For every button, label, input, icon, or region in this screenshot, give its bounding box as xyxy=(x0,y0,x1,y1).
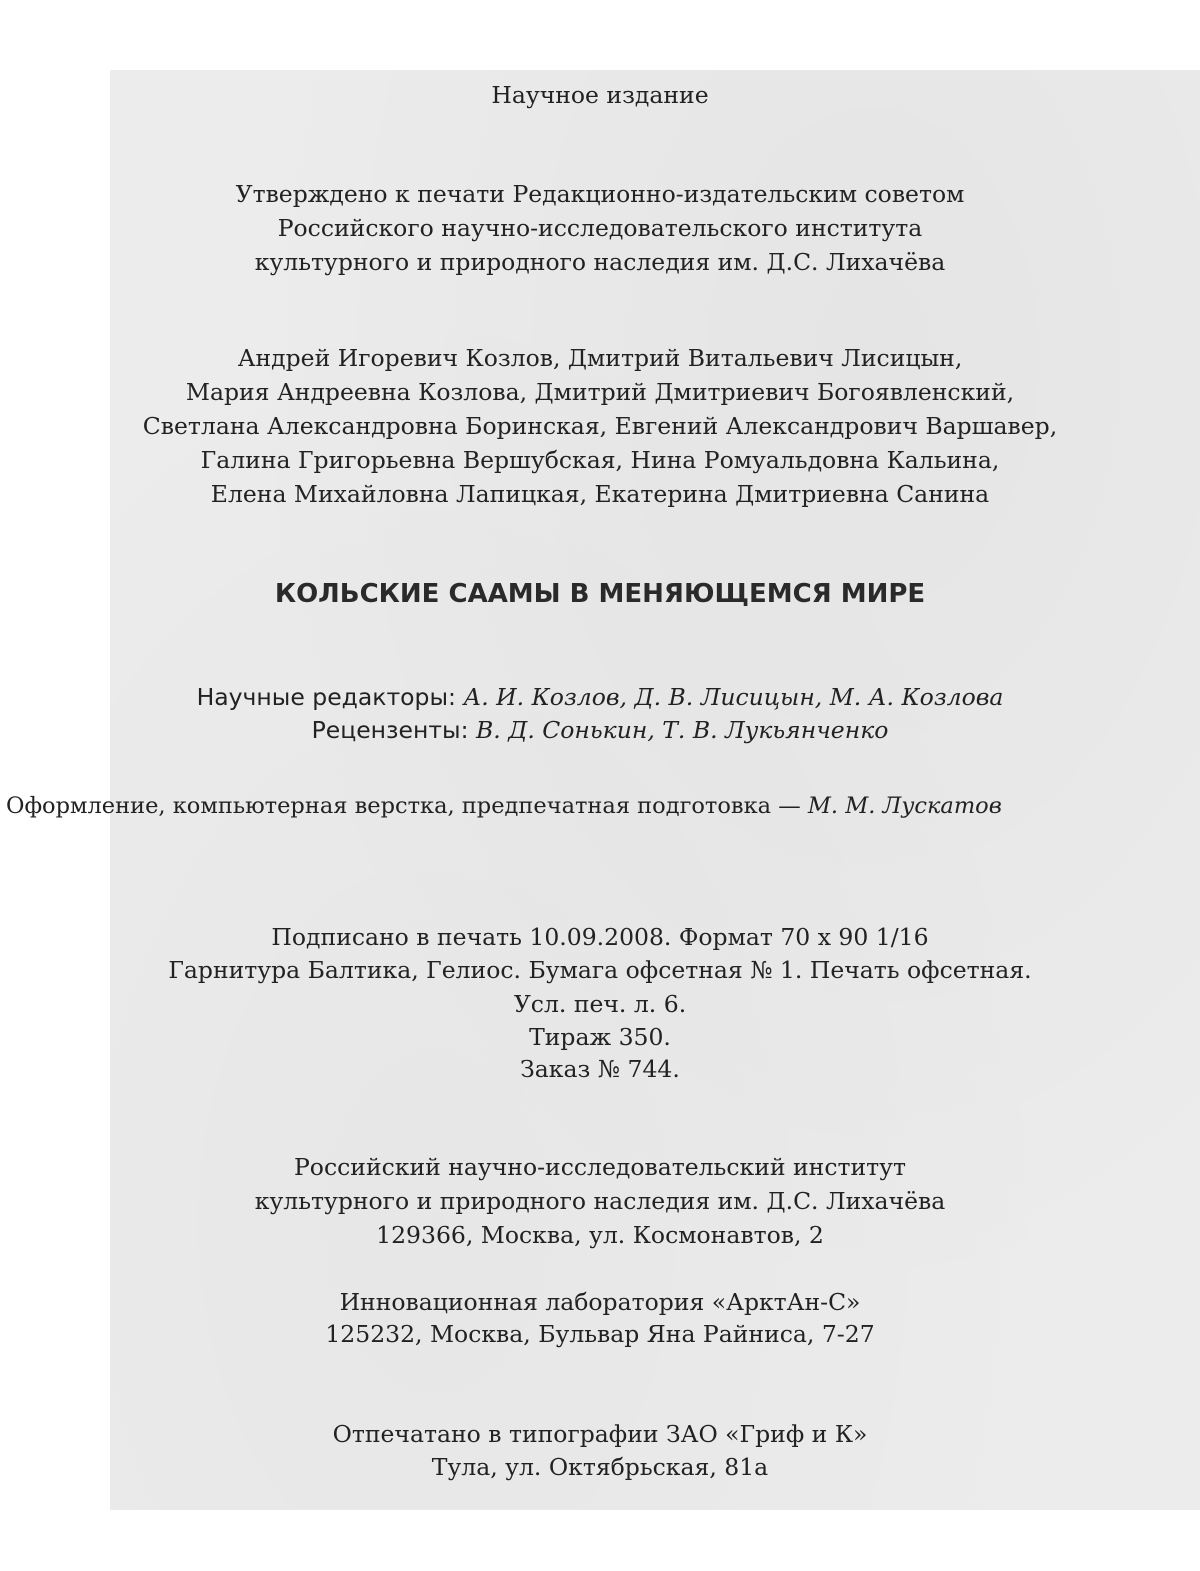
edition-type: Научное издание xyxy=(491,81,709,109)
publisher-line-1: Российский научно-исследовательский институт xyxy=(294,1153,906,1181)
imprint-line-2: Гарнитура Балтика, Гелиос. Бумага офсетная № 1. Печать офсетная. xyxy=(168,956,1032,984)
publisher-line-3: 129366, Москва, ул. Космонавтов, 2 xyxy=(376,1221,824,1249)
authors-line-3: Светлана Александровна Боринская, Евгений Александрович Варшавер, xyxy=(142,412,1058,440)
lab-line-1: Инновационная лаборатория «АрктАн-С» xyxy=(339,1288,861,1316)
printer-line-1: Отпечатано в типографии ЗАО «Гриф и К» xyxy=(332,1420,868,1448)
imprint-line-1: Подписано в печать 10.09.2008. Формат 70 х 90 1/16 xyxy=(271,923,929,951)
printer-line-2: Тула, ул. Октябрьская, 81а xyxy=(431,1453,769,1481)
design-line xyxy=(0,795,1200,818)
reviewers-names: В. Д. Сонькин, Т. В. Лукьянченко xyxy=(476,716,889,744)
book-title: КОЛЬСКИЕ СААМЫ В МЕНЯЮЩЕМСЯ МИРЕ xyxy=(274,579,926,609)
reviewers-line xyxy=(0,716,1200,744)
approval-line-2: Российского научно-исследовательского института xyxy=(277,214,923,242)
design-name: М. М. Лускатов xyxy=(807,793,1002,819)
editors-line xyxy=(0,683,1200,711)
imprint-line-4: Тираж 350. xyxy=(529,1023,671,1051)
imprint-line-5: Заказ № 744. xyxy=(520,1055,680,1083)
publisher-line-2: культурного и природного наследия им. Д.С. Лихачёва xyxy=(254,1187,946,1215)
approval-line-1: Утверждено к печати Редакционно-издательским советом xyxy=(235,180,965,208)
authors-line-5: Елена Михайловна Лапицкая, Екатерина Дмитриевна Санина xyxy=(210,480,990,508)
approval-line-3: культурного и природного наследия им. Д.С. Лихачёва xyxy=(254,248,946,276)
authors-line-2: Мария Андреевна Козлова, Дмитрий Дмитриевич Богоявленский, xyxy=(185,378,1015,406)
editors-names: А. И. Козлов, Д. В. Лисицын, М. А. Козлова xyxy=(463,683,1004,711)
imprint-line-3: Усл. печ. л. 6. xyxy=(513,990,687,1018)
design-label: Оформление, компьютерная верстка, предпечатная подготовка — xyxy=(6,793,801,819)
authors-line-4: Галина Григорьевна Вершубская, Нина Ромуальдовна Кальина, xyxy=(200,446,1000,474)
authors-line-1: Андрей Игоревич Козлов, Дмитрий Витальевич Лисицын, xyxy=(237,344,963,372)
lab-line-2: 125232, Москва, Бульвар Яна Райниса, 7-27 xyxy=(325,1320,875,1348)
editors-label: Научные редакторы: xyxy=(196,683,456,711)
reviewers-label: Рецензенты: xyxy=(311,716,469,744)
